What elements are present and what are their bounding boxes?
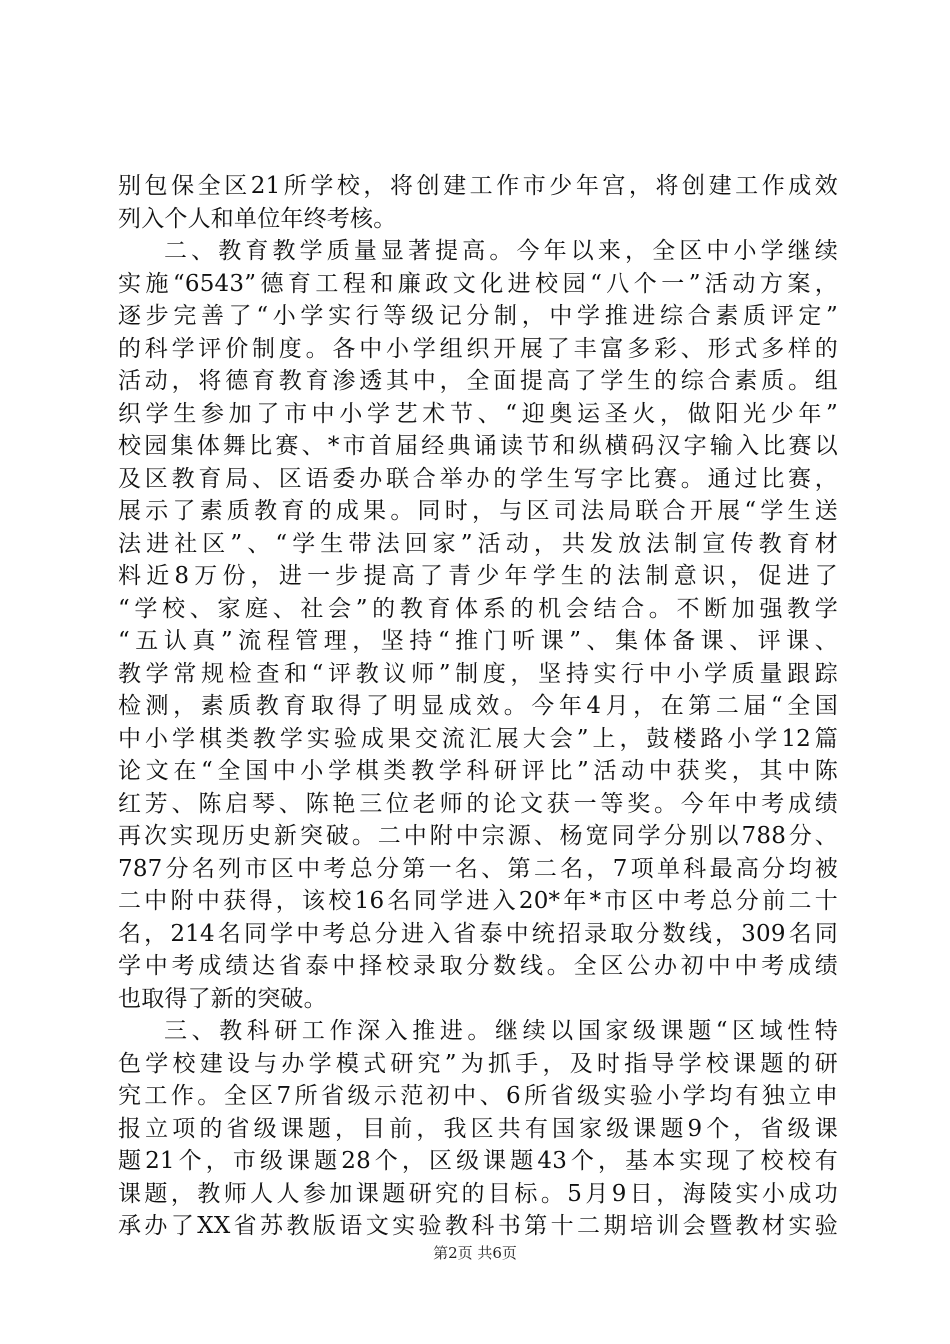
text-line: 再次实现历史新突破。二中附中宗源、杨宽同学分别以788分、 xyxy=(118,823,838,849)
text-line: 报立项的省级课题，目前，我区共有国家级课题9个，省级课 xyxy=(118,1115,838,1142)
text-line: 787分名列市区中考总分第一名、第二名，7项单科最高分均被 xyxy=(118,855,838,882)
text-line: 红芳、陈启琴、陈艳三位老师的论文获一等奖。今年中考成绩 xyxy=(118,790,838,817)
text-line: 校园集体舞比赛、*市首届经典诵读节和纵横码汉字输入比赛以 xyxy=(118,433,838,459)
text-line: 课题，教师人人参加课题研究的目标。5月9日，海陵实小成功 xyxy=(118,1180,838,1207)
text-line: 的科学评价制度。各中小学组织开展了丰富多彩、形式多样的 xyxy=(118,335,838,362)
text-line: 也取得了新的突破。 xyxy=(118,985,327,1012)
body-text xyxy=(118,170,838,1243)
text-line: 料近8万份，进一步提高了青少年学生的法制意识，促进了 xyxy=(118,563,838,589)
text-line: 三、教科研工作深入推进。继续以国家级课题“区域性特 xyxy=(164,1018,838,1044)
text-line: 活动，将德育教育渗透其中，全面提高了学生的综合素质。组 xyxy=(118,368,838,394)
text-line: 法进社区”、“学生带法回家”活动，共发放法制宣传教育材 xyxy=(118,530,838,557)
text-line: “学校、家庭、社会”的教育体系的机会结合。不断加强教学 xyxy=(118,595,838,622)
text-line: 及区教育局、区语委办联合举办的学生写字比赛。通过比赛， xyxy=(118,465,838,492)
text-line: 学中考成绩达省泰中择校录取分数线。全区公办初中中考成绩 xyxy=(118,953,838,979)
text-line: 究工作。全区7所省级示范初中、6所省级实验小学均有独立申 xyxy=(118,1083,838,1109)
text-line: 展示了素质教育的成果。同时，与区司法局联合开展“学生送 xyxy=(118,498,838,524)
text-line: 二中附中获得，该校16名同学进入20*年*市区中考总分前二十 xyxy=(118,888,838,914)
text-line: 别包保全区21所学校，将创建工作市少年宫，将创建工作成效 xyxy=(118,173,838,199)
text-line: 题21个，市级课题28个，区级课题43个，基本实现了校校有 xyxy=(118,1148,838,1174)
text-line: 名，214名同学中考总分进入省泰中统招录取分数线，309名同 xyxy=(118,920,838,947)
text-line: “五认真”流程管理，坚持“推门听课”、集体备课、评课、 xyxy=(118,628,838,654)
text-line: 承办了XX省苏教版语文实验教科书第十二期培训会暨教材实验 xyxy=(118,1213,838,1239)
text-line: 实施“6543”德育工程和廉政文化进校园“八个一”活动方案， xyxy=(118,270,838,297)
page-footer: 第2页 共6页 xyxy=(433,1244,517,1262)
text-line: 列入个人和单位年终考核。 xyxy=(118,205,397,232)
text-line: 中小学棋类教学实验成果交流汇展大会”上，鼓楼路小学12篇 xyxy=(118,725,838,752)
text-line: 逐步完善了“小学实行等级记分制，中学推进综合素质评定” xyxy=(118,303,838,329)
text-line: 色学校建设与办学模式研究”为抓手，及时指导学校课题的研 xyxy=(118,1050,838,1077)
text-line: 检测，素质教育取得了明显成效。今年4月，在第二届“全国 xyxy=(118,693,838,719)
text-line: 论文在“全国中小学棋类教学科研评比”活动中获奖，其中陈 xyxy=(118,758,838,784)
text-line: 织学生参加了市中小学艺术节、“迎奥运圣火，做阳光少年” xyxy=(118,400,838,427)
text-line: 教学常规检查和“评教议师”制度，坚持实行中小学质量跟踪 xyxy=(118,660,838,687)
text-line: 二、教育教学质量显著提高。今年以来，全区中小学继续 xyxy=(164,238,838,264)
